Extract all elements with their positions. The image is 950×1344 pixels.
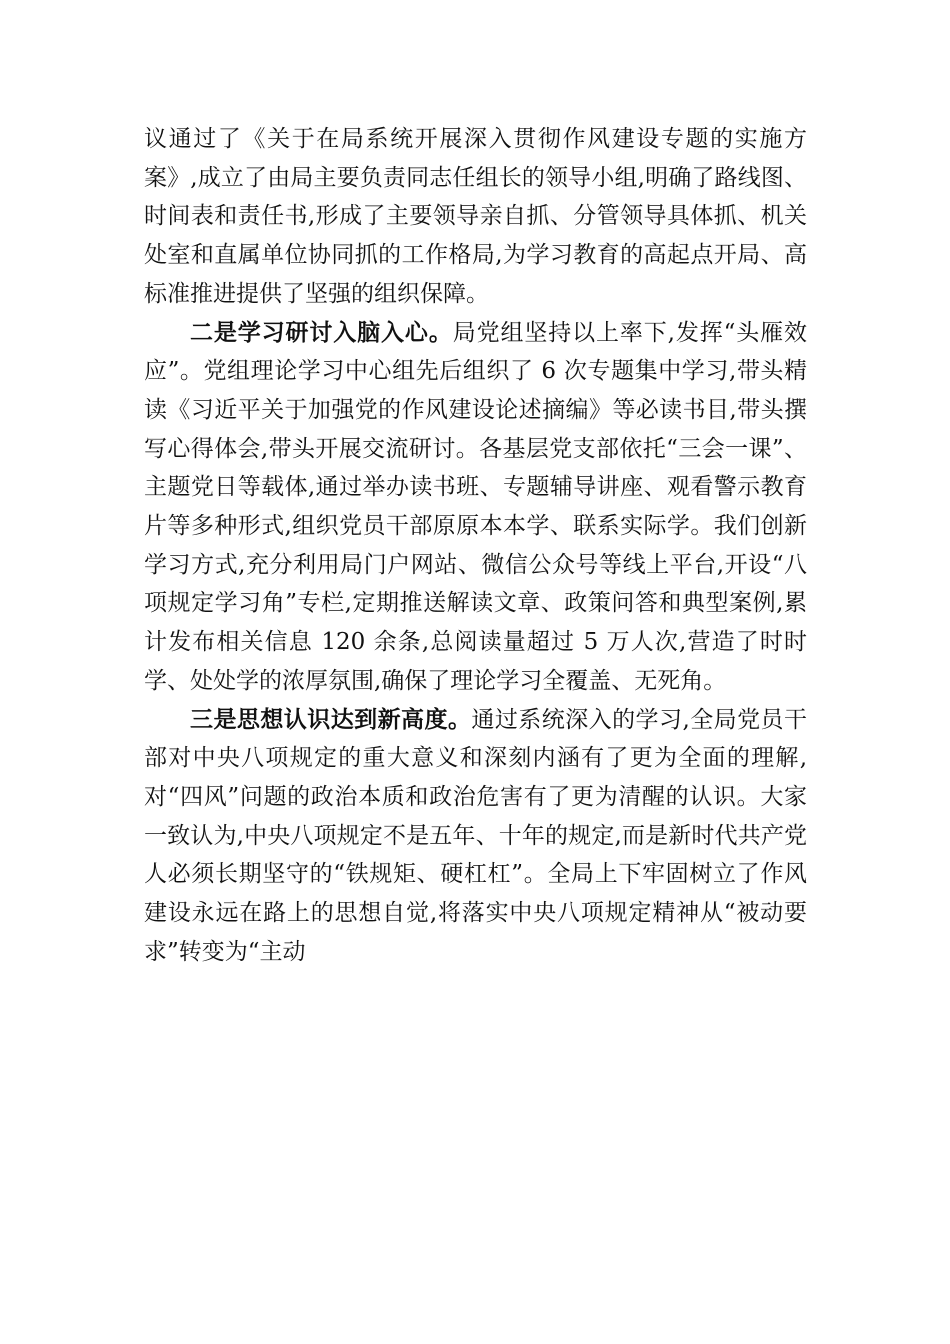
paragraph-1-text: 议通过了《关于在局系统开展深入贯彻作风建设专题的实施方案》,成立了由局主要负责同志任组长的领导小组,明确了路线图、时间表和责任书,形成了主要领导亲自抓、分管领导具体抓、机关处室和直属单位协同抓的工作格局,为学习教育的高起点开局、高标准推进提供了坚强的组织保障。 (144, 126, 807, 307)
document-page (144, 120, 807, 971)
paragraph-ideological-awareness (144, 701, 807, 972)
paragraph-3-text: 通过系统深入的学习,全局党员干部对中央八项规定的重大意义和深刻内涵有了更为全面的理解,对“四风”问题的政治本质和政治危害有了更为清醒的认识。大家一致认为,中央八项规定不是五年、十年的规定,而是新时代共产党人必须长期坚守的“铁规矩、硬杠杠”。全局上下牢固树立了作风建设永远在路上的思想自觉,将落实中央八项规定精神从“被动要求”转变为“主动 (144, 706, 808, 965)
paragraph-continuation (144, 120, 807, 314)
paragraph-2-lead: 二是学习研讨入脑入心。 (190, 319, 453, 346)
paragraph-3-lead: 三是思想认识达到新高度。 (190, 706, 472, 733)
paragraph-2-text: 局党组坚持以上率下,发挥“头雁效应”。党组理论学习中心组先后组织了 6 次专题集中学习,带头精读《习近平关于加强党的作风建设论述摘编》等必读书目,带头撰写心得体会,带头开展交流研讨。各基层党支部依托“三会一课”、主题党日等载体,通过举办读书班、专题辅导讲座、观看警示教育片等多种形式,组织党员干部原原本本学、联系实际学。我们创新学习方式,充分利用局门户网站、微信公众号等线上平台,开设“八项规定学习角”专栏,定期推送解读文章、政策问答和典型案例,累计发布相关信息 120 余条,总阅读量超过 5 万人次,营造了时时学、处处学的浓厚氛围,确保了理论学习全覆盖、无死角。 (144, 319, 807, 694)
paragraph-study-discussion (144, 314, 807, 701)
